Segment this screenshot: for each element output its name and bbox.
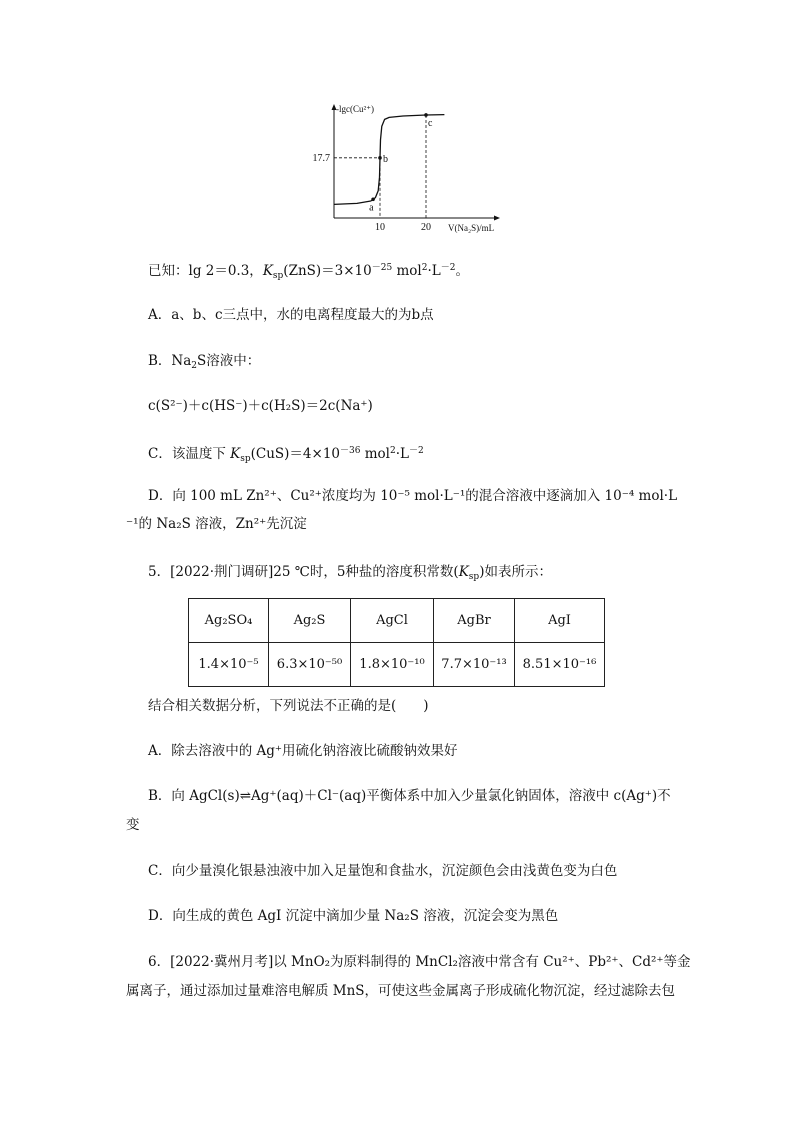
x-axis-arrow (494, 216, 500, 221)
q5-option-c: C．向少量溴化银悬浊液中加入足量饱和食盐水，沉淀颜色会由浅黄色变为白色 (148, 863, 618, 879)
ksp-table (188, 598, 605, 687)
table-cell: 6.3×10⁻⁵⁰ (269, 643, 351, 687)
question-6-line2: 属离子，通过添加过量难溶电解质 MnS，可使这些金属离子形成硫化物沉淀，经过滤除去包 (126, 983, 676, 999)
option-b: B．$Na_2S$溶液中： (148, 353, 261, 371)
table-cell: 1.4×10⁻⁵ (189, 643, 269, 687)
table-cell: 1.8×10⁻¹⁰ (351, 643, 434, 687)
question-6-line1: 6．[2022·冀州月考]以 MnO₂为原料制得的 MnCl₂溶液中常含有 Cu²⁺、Pb²⁺、Cd²⁺等金 (148, 954, 691, 970)
y-axis-label: -lgc(Cu²⁺) (336, 104, 374, 114)
data-point-b (378, 156, 382, 160)
table-header: AgCl (351, 599, 434, 643)
q5-option-a: A．除去溶液中的 Ag⁺用硫化钠溶液比硫酸钠效果好 (148, 743, 458, 759)
table-header: Ag₂S (269, 599, 351, 643)
point-label-c: c (428, 117, 433, 129)
titration-chart (300, 96, 520, 236)
table-header: AgBr (434, 599, 515, 643)
point-label-a: a (369, 202, 374, 214)
question-5-stem: 5．[2022·荆门调研]25 ℃时，5种盐的溶度积常数$(K_{sp})$如表所示： (148, 564, 552, 582)
x-tick-label: 20 (421, 222, 431, 233)
option-c: C．该温度下 $K_{sp}(CuS)=4\times 10^{-36}$ $mol^2\cdot L^{-2}$ (148, 446, 424, 464)
y-tick-label: 17.7 (312, 152, 330, 164)
option-a: A．a、b、c三点中，水的电离程度最大的为b点 (148, 307, 434, 323)
q5-option-d: D．向生成的黄色 AgI 沉淀中滴加少量 Na₂S 溶液，沉淀会变为黑色 (148, 908, 559, 924)
table-cell: 7.7×10⁻¹³ (434, 643, 515, 687)
table-row (189, 643, 605, 687)
table-cell: 8.51×10⁻¹⁶ (515, 643, 605, 687)
point-label-b: b (383, 153, 388, 165)
x-tick-label: 10 (375, 222, 385, 233)
table-header-row (189, 599, 605, 643)
data-point-c (424, 113, 428, 117)
table-header: Ag₂SO₄ (189, 599, 269, 643)
equation: c(S²⁻)＋c(HS⁻)＋c(H₂S)＝2c(Na⁺) (148, 398, 373, 414)
option-d-line2: ⁻¹的 Na₂S 溶液，Zn²⁺先沉淀 (126, 516, 307, 532)
known-condition: 已知：lg 2＝0.3，$K_{sp}(ZnS)=3\times 10^{-25}$ $mol^2\cdot L^{-2}$。 (148, 263, 469, 281)
q5-option-b-line2: 变 (126, 817, 140, 833)
q5-option-b-line1: B．向 AgCl(s)⇌Ag⁺(aq)＋Cl⁻(aq)平衡体系中加入少量氯化钠固体，溶液中 c(Ag⁺)不 (148, 788, 671, 804)
data-point-a (371, 198, 375, 202)
table-header: AgI (515, 599, 605, 643)
x-axis-label: V(Na₂S)/mL (448, 223, 495, 233)
option-d-line1: D．向 100 mL Zn²⁺、Cu²⁺浓度均为 10⁻⁵ mol·L⁻¹的混合溶液中逐滴加入 10⁻⁴ mol·L (148, 488, 678, 504)
question-5-prompt: 结合相关数据分析，下列说法不正确的是( ) (148, 698, 429, 714)
